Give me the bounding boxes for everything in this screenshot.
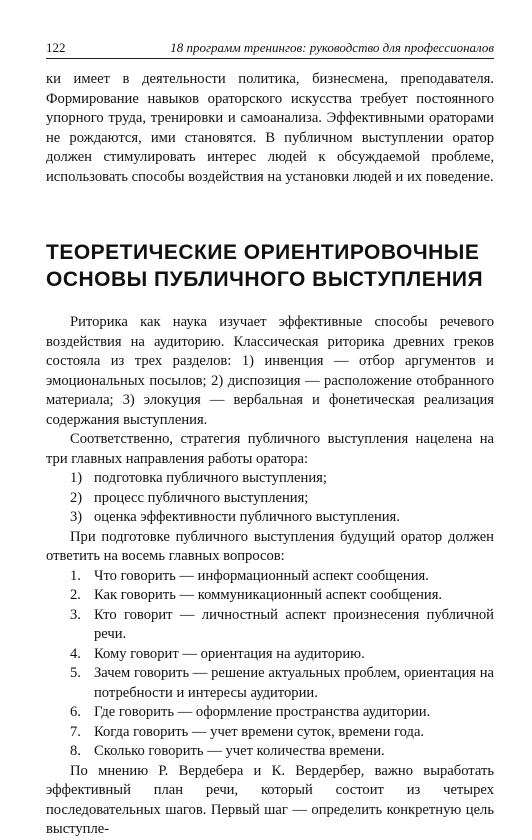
list-item [46,469,494,489]
list-item-text: Сколько говорить — учет количества времени. [94,743,385,759]
intro-paragraph: ки имеет в деятельности политика, бизнесмена, преподавателя. Формирование навыков ораторского искусства требует постоянного упорного труда, тренировки и самоанализа. Эффективными ораторами не рождаются, ими становятся. В публичном выступлении оратор должен стимулировать интерес людей к обсуждаемой проблеме, использовать способы воздействия на установки людей и их поведение. [46,71,494,185]
list-item-text: Где говорить — оформление пространства аудитории. [94,704,431,720]
list-item [46,586,494,606]
list-item-text: Когда говорить — учет времени суток, времени года. [94,723,425,740]
list-item [46,664,494,703]
list-item-number: 3) [70,509,83,525]
list-item-number: 2) [70,489,83,506]
list-item-text: оценка эффективности публичного выступления. [94,509,400,525]
directions-list [46,469,494,528]
page-content [46,70,494,840]
final-paragraph: По мнению Р. Вердебера и К. Вердербер, важно выработать эффективный план речи, который состоит из четырех последовательных шагов. Первый шаг — определить конкретную цель выступле- [46,762,494,837]
list-item [46,508,494,528]
list-item-text: Кому говорит — ориентация на аудиторию. [94,645,365,662]
list-item-number: 6. [70,704,81,720]
section-title-line-2: ОСНОВЫ ПУБЛИЧНОГО ВЫСТУПЛЕНИЯ [46,268,484,291]
list-item [46,703,494,723]
list-item-text: Как говорить — коммуникационный аспект сообщения. [94,587,443,603]
strategy-paragraph: Соответственно, стратегия публичного выступления нацелена на три главных направления работы оратора: [46,431,494,467]
rhetoric-paragraph: Риторика как наука изучает эффективные способы речевого воздействия на аудиторию. Классическая риторика древних греков состояла из трех разделов: 1) инвенция — отбор аргументов и эмоциональных посылов; 2) диспозиция — расположение отобранного материала; 3) элокуция — вербальная и фонетическая реализация содержания выступления. [46,314,494,428]
list-item-text: Что говорить — информационный аспект сообщения. [94,567,429,584]
list-item-number: 4. [70,645,81,662]
list-item-number: 8. [70,743,81,759]
list-item-number: 1. [70,567,81,584]
list-item-number: 3. [70,606,81,623]
list-item [46,567,494,587]
section-title [46,239,494,293]
list-item [46,723,494,743]
running-title: 18 программ тренингов: руководство для профессионалов [170,40,494,55]
page-number: 122 [46,40,66,55]
list-item-number: 2. [70,587,81,603]
list-item-number: 5. [70,665,81,681]
list-item-number: 7. [70,723,81,740]
running-header [46,38,494,59]
list-item-text: процесс публичного выступления; [94,489,309,506]
list-item-text: Кто говорит — личностный аспект произнесения публичной речи. [94,606,494,642]
questions-list [46,567,494,762]
list-item-number: 1) [70,470,83,486]
section-title-line-1: ТЕОРЕТИЧЕСКИЕ ОРИЕНТИРОВОЧНЫЕ [46,241,480,264]
list-item-text: подготовка публичного выступления; [94,470,327,486]
questions-paragraph: При подготовке публичного выступления будущий оратор должен ответить на восемь главных вопросов: [46,528,494,564]
list-item [46,489,494,509]
list-item [46,645,494,665]
list-item [46,742,494,762]
list-item-text: Зачем говорить — решение актуальных проблем, ориентация на потребности и интересы аудитории. [94,665,494,701]
list-item [46,606,494,645]
